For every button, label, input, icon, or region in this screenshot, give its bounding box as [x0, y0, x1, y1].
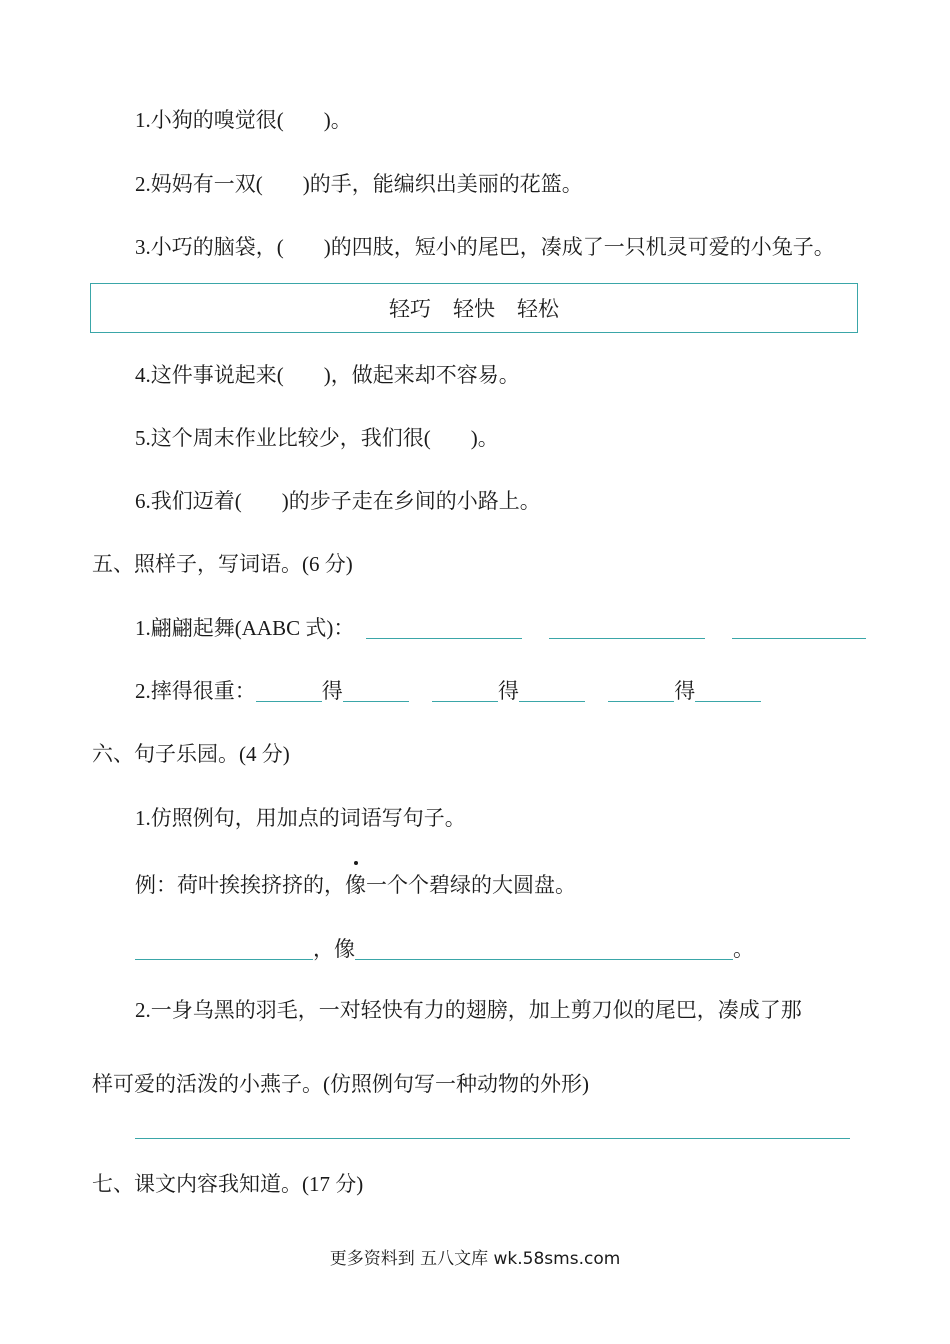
footer-text: 更多资料到 五八文库 wk.58sms.com: [329, 1249, 621, 1269]
section-6-heading: 六、句子乐园。(4 分): [92, 742, 290, 766]
answer-line[interactable]: [366, 616, 522, 639]
question-5: 5.这个周末作业比较少，我们很( )。: [135, 426, 499, 450]
question-4: 4.这件事说起来( )，做起来却不容易。: [135, 363, 520, 387]
example-sentence: 例：荷叶挨挨挤挤的，像一个个碧绿的大圆盘。: [135, 873, 576, 897]
section-5-q1: 1.翩翩起舞(AABC 式)：: [135, 614, 866, 642]
section-6-q2-line1: 2.一身乌黑的羽毛，一对轻快有力的翅膀，加上剪刀似的尾巴，凑成了那: [135, 998, 802, 1022]
word-option: 轻快: [453, 297, 495, 321]
answer-line[interactable]: [135, 937, 313, 960]
answer-line[interactable]: [732, 616, 866, 639]
answer-line[interactable]: [432, 679, 498, 702]
answer-line[interactable]: [343, 679, 409, 702]
question-1: 1.小狗的嗅觉很( )。: [135, 108, 352, 132]
word-option: 轻松: [517, 297, 559, 321]
word-choice-box: [90, 283, 858, 333]
answer-line[interactable]: [519, 679, 585, 702]
answer-sentence-line: ，像 。: [135, 935, 754, 963]
answer-line[interactable]: [355, 937, 733, 960]
section-7-heading: 七、课文内容我知道。(17 分): [92, 1172, 364, 1196]
section-6-q1-instruction: 1.仿照例句，用加点的词语写句子。: [135, 806, 466, 830]
emphasis-dot-word: 像: [345, 873, 366, 897]
answer-line[interactable]: [695, 679, 761, 702]
word-option: 轻巧: [389, 297, 431, 321]
answer-line[interactable]: [549, 616, 705, 639]
question-3: 3.小巧的脑袋，( )的四肢，短小的尾巴，凑成了一只机灵可爱的小兔子。: [135, 235, 835, 259]
section-5-heading: 五、照样子，写词语。(6 分): [92, 552, 353, 576]
answer-line[interactable]: [256, 679, 322, 702]
answer-line[interactable]: [135, 1138, 850, 1139]
section-6-q2-line2: 样可爱的活泼的小燕子。(仿照例句写一种动物的外形): [92, 1072, 589, 1096]
question-6: 6.我们迈着( )的步子走在乡间的小路上。: [135, 489, 541, 513]
question-2: 2.妈妈有一双( )的手，能编织出美丽的花篮。: [135, 172, 583, 196]
section-5-q2: 2.摔得很重： 得 得 得: [135, 677, 761, 705]
answer-line[interactable]: [608, 679, 674, 702]
